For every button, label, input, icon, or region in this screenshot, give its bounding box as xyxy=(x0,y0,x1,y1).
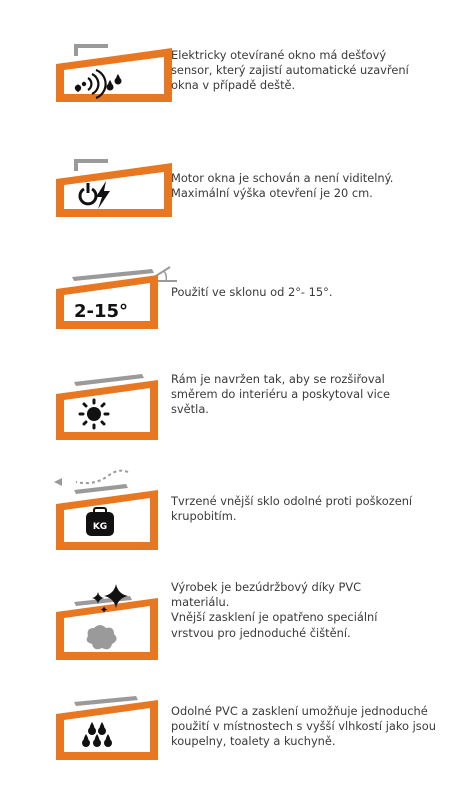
description-line: světla. xyxy=(171,402,209,417)
description-line: Tvrzené vnější sklo odolné proti poškození xyxy=(171,494,413,508)
sun-icon xyxy=(52,368,177,468)
description-line: Použití ve sklonu od 2°- 15°. xyxy=(171,285,333,299)
feature-description xyxy=(171,285,446,300)
feature-rain-sensor xyxy=(0,38,455,138)
slope-badge: 2-15° xyxy=(74,301,129,322)
description-line: krupobitím. xyxy=(171,509,237,524)
description-line: Rám je navržen tak, aby se rozšiřoval xyxy=(171,372,385,386)
feature-slope xyxy=(0,263,455,363)
power-lightning-icon xyxy=(52,155,177,255)
description-line: Motor okna je schován a není viditelný. xyxy=(171,171,394,185)
slope-angle-icon xyxy=(52,263,177,363)
feature-description xyxy=(171,48,446,94)
sparkle-clean-icon xyxy=(52,578,177,678)
feature-description xyxy=(171,704,446,750)
description-line: sensor, který zajistí automatické uzavření xyxy=(171,63,409,78)
description-line: Výrobek je bezúdržbový díky PVC xyxy=(171,580,362,594)
hail-weight-icon xyxy=(52,466,177,566)
water-drops-icon xyxy=(52,690,177,790)
feature-description xyxy=(171,372,446,418)
feature-tempered-glass xyxy=(0,466,455,566)
description-line: Odolné PVC a zasklení umožňuje jednoduché xyxy=(171,704,428,718)
feature-description xyxy=(171,494,446,524)
feature-frame-light xyxy=(0,368,455,468)
description-line: směrem do interiéru a poskytoval vice xyxy=(171,387,391,402)
description-line: použití v místnostech s vyšší vlhkostí jako jsou xyxy=(171,719,436,734)
weight-badge: KG xyxy=(92,522,108,532)
description-line: Vnější zasklení je opatřeno speciální xyxy=(171,610,378,625)
description-line: Maximální výška otevření je 20 cm. xyxy=(171,186,373,201)
feature-motor xyxy=(0,155,455,255)
description-line: materiálu. xyxy=(171,595,230,610)
feature-description xyxy=(171,171,446,201)
rain-sensor-icon xyxy=(52,38,177,138)
feature-humidity xyxy=(0,690,455,790)
description-line: vrstvou pro jednoduché čištění. xyxy=(171,625,351,640)
feature-maintenance-free xyxy=(0,578,455,678)
description-line: Elektricky otevírané okno má dešťový xyxy=(171,48,387,62)
feature-description xyxy=(171,580,446,641)
description-line: koupelny, toalety a kuchyně. xyxy=(171,734,336,749)
description-line: okna v případě deště. xyxy=(171,78,296,93)
